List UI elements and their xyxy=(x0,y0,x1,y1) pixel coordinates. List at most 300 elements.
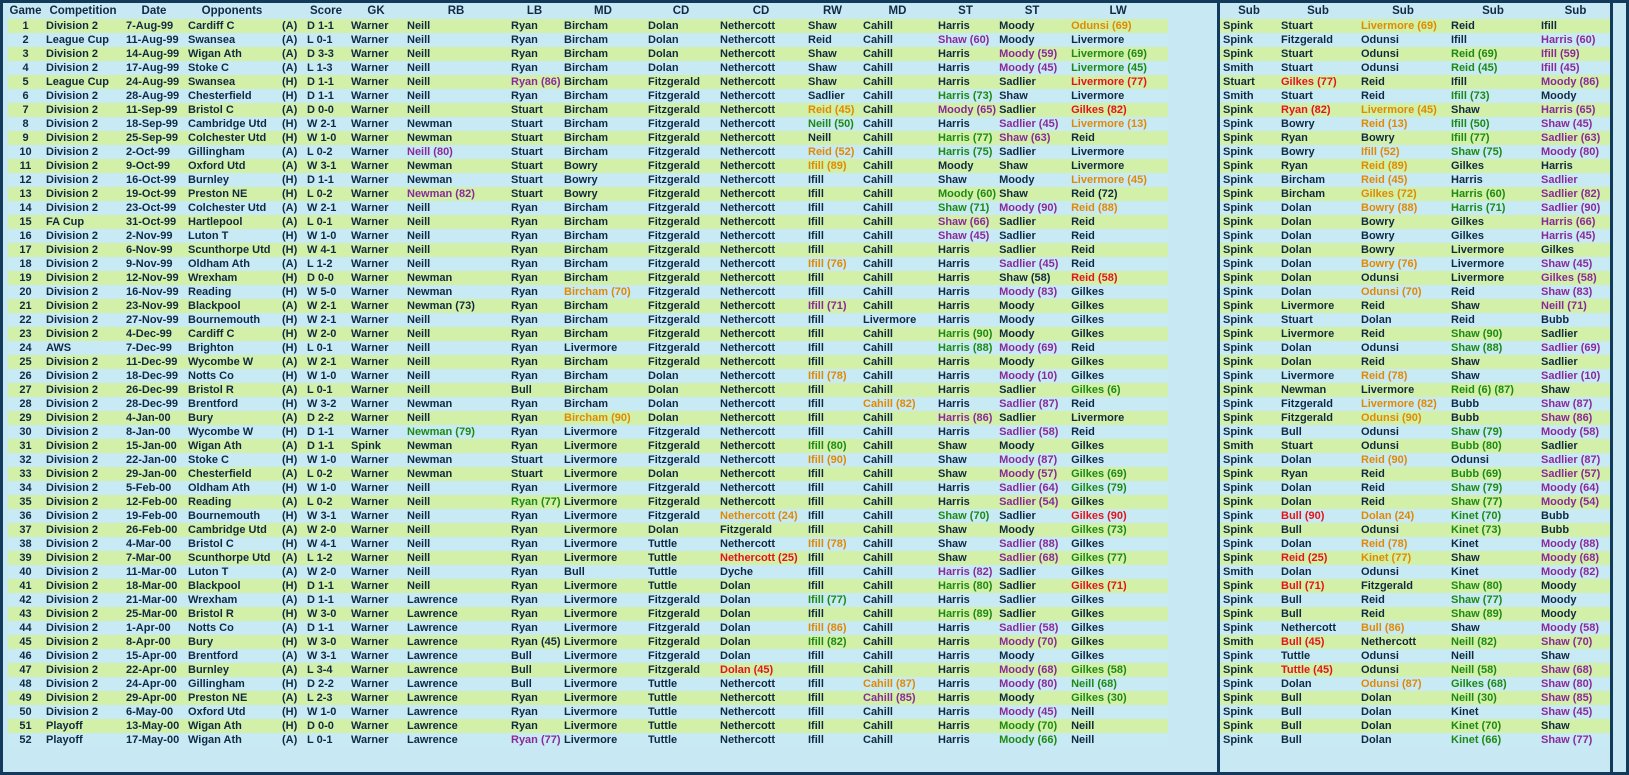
cell-score[interactable]: L 1-2 xyxy=(304,257,348,271)
cell-s2[interactable]: Dolan xyxy=(1278,201,1358,215)
cell-rb[interactable]: Lawrence xyxy=(404,607,508,621)
cell-opp[interactable]: Wrexham xyxy=(185,593,279,607)
cell-g[interactable]: 16 xyxy=(8,229,43,243)
cell-md2[interactable]: Cahill xyxy=(860,509,935,523)
cell-st1[interactable]: Harris xyxy=(935,705,996,719)
cell-cd2[interactable]: Nethercott xyxy=(717,691,805,705)
cell-md[interactable]: Livermore xyxy=(561,691,645,705)
cell-s5[interactable]: Moody (86) xyxy=(1538,75,1613,89)
cell-s5[interactable]: Shaw (77) xyxy=(1538,733,1613,747)
cell-rb[interactable]: Neill xyxy=(404,579,508,593)
cell-st2[interactable]: Sadlier xyxy=(996,229,1068,243)
cell-md[interactable]: Livermore xyxy=(561,635,645,649)
cell-cd2[interactable]: Nethercott xyxy=(717,47,805,61)
cell-date[interactable]: 11-Dec-99 xyxy=(123,355,185,369)
cell-cd2[interactable]: Fitzgerald xyxy=(717,523,805,537)
cell-s4[interactable]: Livermore xyxy=(1448,243,1538,257)
cell-lb[interactable]: Ryan xyxy=(508,537,561,551)
cell-ha[interactable]: (A) xyxy=(279,523,304,537)
cell-g[interactable]: 44 xyxy=(8,621,43,635)
cell-score[interactable]: D 1-1 xyxy=(304,89,348,103)
cell-ha[interactable]: (H) xyxy=(279,369,304,383)
cell-score[interactable]: D 0-0 xyxy=(304,719,348,733)
cell-st2[interactable]: Sadlier xyxy=(996,607,1068,621)
cell-lw[interactable]: Neill xyxy=(1068,719,1168,733)
cell-rb[interactable]: Neill xyxy=(404,355,508,369)
cell-st2[interactable]: Sadlier xyxy=(996,145,1068,159)
cell-md2[interactable]: Cahill xyxy=(860,481,935,495)
cell-g[interactable]: 11 xyxy=(8,159,43,173)
cell-md[interactable]: Livermore xyxy=(561,663,645,677)
cell-gk[interactable]: Warner xyxy=(348,481,404,495)
cell-score[interactable]: W 3-1 xyxy=(304,649,348,663)
cell-lw[interactable]: Livermore (77) xyxy=(1068,75,1168,89)
cell-s2[interactable]: Stuart xyxy=(1278,61,1358,75)
cell-lw[interactable]: Reid xyxy=(1068,257,1168,271)
cell-s2[interactable]: Fitzgerald xyxy=(1278,33,1358,47)
cell-s1[interactable]: Spink xyxy=(1220,215,1278,229)
cell-md2[interactable]: Livermore xyxy=(860,313,935,327)
cell-md[interactable]: Bircham xyxy=(561,257,645,271)
cell-lb[interactable]: Ryan xyxy=(508,621,561,635)
cell-s4[interactable]: Neill (82) xyxy=(1448,635,1538,649)
cell-gk[interactable]: Warner xyxy=(348,243,404,257)
cell-s1[interactable]: Spink xyxy=(1220,733,1278,747)
cell-rw[interactable]: Ifill (71) xyxy=(805,299,860,313)
cell-st1[interactable]: Harris (88) xyxy=(935,341,996,355)
cell-rw[interactable]: Ifill xyxy=(805,187,860,201)
cell-lb[interactable]: Stuart xyxy=(508,117,561,131)
cell-ha[interactable]: (A) xyxy=(279,159,304,173)
cell-st2[interactable]: Moody xyxy=(996,19,1068,33)
cell-s3[interactable]: Dolan (24) xyxy=(1358,509,1448,523)
cell-lb[interactable]: Ryan xyxy=(508,201,561,215)
cell-s1[interactable]: Spink xyxy=(1220,551,1278,565)
cell-cd1[interactable]: Fitzgerald xyxy=(645,425,717,439)
cell-date[interactable]: 4-Dec-99 xyxy=(123,327,185,341)
cell-rb[interactable]: Newman xyxy=(404,159,508,173)
cell-md2[interactable]: Cahill (82) xyxy=(860,397,935,411)
cell-comp[interactable]: Division 2 xyxy=(43,117,123,131)
cell-s2[interactable]: Dolan xyxy=(1278,271,1358,285)
cell-st1[interactable]: Shaw (45) xyxy=(935,229,996,243)
cell-s3[interactable]: Livermore (82) xyxy=(1358,397,1448,411)
cell-st1[interactable]: Harris xyxy=(935,635,996,649)
cell-s3[interactable]: Reid (78) xyxy=(1358,537,1448,551)
cell-rb[interactable]: Neill xyxy=(404,75,508,89)
cell-s4[interactable]: Shaw (79) xyxy=(1448,425,1538,439)
cell-g[interactable]: 51 xyxy=(8,719,43,733)
cell-md2[interactable]: Cahill xyxy=(860,523,935,537)
cell-comp[interactable]: Division 2 xyxy=(43,187,123,201)
cell-ha[interactable]: (H) xyxy=(279,75,304,89)
cell-opp[interactable]: Swansea xyxy=(185,33,279,47)
cell-cd2[interactable]: Nethercott xyxy=(717,355,805,369)
cell-ha[interactable]: (H) xyxy=(279,187,304,201)
cell-s4[interactable]: Neill xyxy=(1448,649,1538,663)
cell-lw[interactable]: Reid xyxy=(1068,131,1168,145)
cell-s5[interactable]: Shaw (87) xyxy=(1538,397,1613,411)
cell-ha[interactable]: (H) xyxy=(279,229,304,243)
cell-cd1[interactable]: Fitzgerald xyxy=(645,327,717,341)
cell-gk[interactable]: Warner xyxy=(348,425,404,439)
cell-rw[interactable]: Ifill xyxy=(805,677,860,691)
cell-opp[interactable]: Reading xyxy=(185,285,279,299)
cell-date[interactable]: 18-Dec-99 xyxy=(123,369,185,383)
cell-rw[interactable]: Reid xyxy=(805,33,860,47)
cell-ha[interactable]: (A) xyxy=(279,103,304,117)
cell-opp[interactable]: Wigan Ath xyxy=(185,733,279,747)
cell-md[interactable]: Bircham xyxy=(561,61,645,75)
cell-lb[interactable]: Stuart xyxy=(508,131,561,145)
cell-s2[interactable]: Dolan xyxy=(1278,257,1358,271)
cell-s4[interactable]: Shaw (77) xyxy=(1448,495,1538,509)
cell-opp[interactable]: Luton T xyxy=(185,565,279,579)
cell-gk[interactable]: Warner xyxy=(348,691,404,705)
cell-md[interactable]: Bircham xyxy=(561,397,645,411)
cell-md[interactable]: Bircham xyxy=(561,19,645,33)
cell-g[interactable]: 24 xyxy=(8,341,43,355)
cell-s4[interactable]: Shaw xyxy=(1448,621,1538,635)
cell-opp[interactable]: Stoke C xyxy=(185,61,279,75)
cell-comp[interactable]: AWS xyxy=(43,341,123,355)
cell-s1[interactable]: Spink xyxy=(1220,117,1278,131)
cell-s1[interactable]: Spink xyxy=(1220,229,1278,243)
cell-rb[interactable]: Neill xyxy=(404,19,508,33)
cell-md2[interactable]: Cahill xyxy=(860,159,935,173)
cell-s5[interactable]: Neill (71) xyxy=(1538,299,1613,313)
cell-md2[interactable]: Cahill xyxy=(860,285,935,299)
cell-comp[interactable]: Division 2 xyxy=(43,159,123,173)
cell-rw[interactable]: Ifill xyxy=(805,649,860,663)
cell-s5[interactable]: Sadlier (10) xyxy=(1538,369,1613,383)
cell-s2[interactable]: Bull xyxy=(1278,719,1358,733)
cell-g[interactable]: 22 xyxy=(8,313,43,327)
cell-gk[interactable]: Warner xyxy=(348,495,404,509)
cell-lw[interactable]: Reid (72) xyxy=(1068,187,1168,201)
cell-gk[interactable]: Warner xyxy=(348,565,404,579)
cell-lw[interactable]: Reid xyxy=(1068,243,1168,257)
cell-rb[interactable]: Lawrence xyxy=(404,635,508,649)
cell-g[interactable]: 19 xyxy=(8,271,43,285)
cell-md[interactable]: Livermore xyxy=(561,509,645,523)
cell-s5[interactable]: Sadlier xyxy=(1538,439,1613,453)
cell-s1[interactable]: Spink xyxy=(1220,453,1278,467)
cell-rw[interactable]: Ifill xyxy=(805,313,860,327)
cell-md2[interactable]: Cahill xyxy=(860,131,935,145)
cell-rw[interactable]: Ifill xyxy=(805,243,860,257)
cell-cd2[interactable]: Nethercott xyxy=(717,705,805,719)
cell-score[interactable]: D 1-1 xyxy=(304,19,348,33)
cell-opp[interactable]: Wigan Ath xyxy=(185,47,279,61)
cell-s4[interactable]: Odunsi xyxy=(1448,453,1538,467)
cell-st1[interactable]: Harris (89) xyxy=(935,607,996,621)
cell-s5[interactable]: Moody xyxy=(1538,593,1613,607)
cell-gk[interactable]: Warner xyxy=(348,285,404,299)
cell-s2[interactable]: Bull xyxy=(1278,523,1358,537)
cell-s1[interactable]: Spink xyxy=(1220,159,1278,173)
cell-s1[interactable]: Spink xyxy=(1220,691,1278,705)
cell-lb[interactable]: Stuart xyxy=(508,159,561,173)
cell-s1[interactable]: Spink xyxy=(1220,677,1278,691)
cell-g[interactable]: 32 xyxy=(8,453,43,467)
cell-lb[interactable]: Ryan xyxy=(508,481,561,495)
cell-lb[interactable]: Ryan xyxy=(508,229,561,243)
cell-st1[interactable]: Harris (82) xyxy=(935,565,996,579)
cell-cd1[interactable]: Tuttle xyxy=(645,537,717,551)
cell-s2[interactable]: Dolan xyxy=(1278,537,1358,551)
cell-rw[interactable]: Ifill (77) xyxy=(805,593,860,607)
cell-ha[interactable]: (H) xyxy=(279,243,304,257)
cell-lb[interactable]: Ryan xyxy=(508,299,561,313)
cell-s3[interactable]: Odunsi xyxy=(1358,649,1448,663)
cell-s4[interactable]: Reid (6) (87) xyxy=(1448,383,1538,397)
cell-rb[interactable]: Neill xyxy=(404,481,508,495)
cell-opp[interactable]: Wrexham xyxy=(185,271,279,285)
cell-date[interactable]: 24-Aug-99 xyxy=(123,75,185,89)
cell-date[interactable]: 18-Mar-00 xyxy=(123,579,185,593)
cell-md[interactable]: Bircham xyxy=(561,383,645,397)
cell-rw[interactable]: Ifill xyxy=(805,719,860,733)
cell-md2[interactable]: Cahill xyxy=(860,649,935,663)
cell-md2[interactable]: Cahill xyxy=(860,439,935,453)
cell-g[interactable]: 12 xyxy=(8,173,43,187)
cell-s1[interactable]: Spink xyxy=(1220,593,1278,607)
cell-s2[interactable]: Stuart xyxy=(1278,313,1358,327)
cell-s3[interactable]: Bowry xyxy=(1358,229,1448,243)
cell-cd1[interactable]: Fitzgerald xyxy=(645,285,717,299)
cell-st2[interactable]: Moody (66) xyxy=(996,733,1068,747)
cell-md2[interactable]: Cahill xyxy=(860,635,935,649)
cell-rw[interactable]: Ifill xyxy=(805,509,860,523)
cell-ha[interactable]: (H) xyxy=(279,271,304,285)
cell-s3[interactable]: Gilkes (72) xyxy=(1358,187,1448,201)
cell-ha[interactable]: (H) xyxy=(279,89,304,103)
cell-s3[interactable]: Odunsi xyxy=(1358,47,1448,61)
cell-cd2[interactable]: Nethercott xyxy=(717,733,805,747)
cell-date[interactable]: 23-Oct-99 xyxy=(123,201,185,215)
cell-s5[interactable]: Shaw (80) xyxy=(1538,677,1613,691)
cell-s3[interactable]: Livermore (69) xyxy=(1358,19,1448,33)
cell-st1[interactable]: Shaw xyxy=(935,523,996,537)
cell-s2[interactable]: Bircham xyxy=(1278,173,1358,187)
cell-lw[interactable]: Livermore (45) xyxy=(1068,173,1168,187)
cell-s3[interactable]: Reid (90) xyxy=(1358,453,1448,467)
cell-gk[interactable]: Warner xyxy=(348,719,404,733)
cell-cd1[interactable]: Fitzgerald xyxy=(645,117,717,131)
cell-md[interactable]: Livermore xyxy=(561,719,645,733)
cell-score[interactable]: W 3-2 xyxy=(304,397,348,411)
cell-md[interactable]: Bircham xyxy=(561,215,645,229)
cell-gk[interactable]: Warner xyxy=(348,341,404,355)
cell-s5[interactable]: Sadlier (87) xyxy=(1538,453,1613,467)
cell-cd1[interactable]: Dolan xyxy=(645,411,717,425)
cell-ha[interactable]: (H) xyxy=(279,705,304,719)
cell-ha[interactable]: (H) xyxy=(279,677,304,691)
cell-md[interactable]: Bircham xyxy=(561,75,645,89)
cell-comp[interactable]: Division 2 xyxy=(43,607,123,621)
cell-comp[interactable]: Division 2 xyxy=(43,19,123,33)
cell-s5[interactable]: Harris (66) xyxy=(1538,215,1613,229)
cell-s2[interactable]: Bowry xyxy=(1278,117,1358,131)
cell-md[interactable]: Bircham xyxy=(561,103,645,117)
cell-lw[interactable]: Odunsi (69) xyxy=(1068,19,1168,33)
cell-rb[interactable]: Neill xyxy=(404,565,508,579)
cell-lw[interactable]: Gilkes (77) xyxy=(1068,551,1168,565)
cell-cd2[interactable]: Nethercott xyxy=(717,677,805,691)
cell-g[interactable]: 52 xyxy=(8,733,43,747)
cell-rw[interactable]: Sadlier xyxy=(805,89,860,103)
cell-gk[interactable]: Warner xyxy=(348,635,404,649)
cell-lw[interactable]: Gilkes xyxy=(1068,299,1168,313)
cell-gk[interactable]: Warner xyxy=(348,89,404,103)
cell-cd2[interactable]: Nethercott xyxy=(717,201,805,215)
cell-rw[interactable]: Ifill (89) xyxy=(805,159,860,173)
cell-s3[interactable]: Odunsi (90) xyxy=(1358,411,1448,425)
cell-rb[interactable]: Neill xyxy=(404,369,508,383)
cell-lw[interactable]: Gilkes (71) xyxy=(1068,579,1168,593)
cell-md2[interactable]: Cahill xyxy=(860,593,935,607)
cell-ha[interactable]: (H) xyxy=(279,313,304,327)
cell-s1[interactable]: Spink xyxy=(1220,369,1278,383)
cell-ha[interactable]: (H) xyxy=(279,341,304,355)
cell-lb[interactable]: Ryan xyxy=(508,341,561,355)
cell-s4[interactable]: Livermore xyxy=(1448,257,1538,271)
cell-gk[interactable]: Warner xyxy=(348,327,404,341)
cell-cd2[interactable]: Dyche xyxy=(717,565,805,579)
cell-st2[interactable]: Sadlier (64) xyxy=(996,481,1068,495)
cell-lb[interactable]: Ryan xyxy=(508,411,561,425)
cell-cd1[interactable]: Fitzgerald xyxy=(645,229,717,243)
cell-lw[interactable]: Gilkes xyxy=(1068,355,1168,369)
cell-s4[interactable]: Shaw xyxy=(1448,355,1538,369)
cell-s1[interactable]: Spink xyxy=(1220,411,1278,425)
cell-st2[interactable]: Sadlier (88) xyxy=(996,537,1068,551)
cell-rw[interactable]: Ifill xyxy=(805,705,860,719)
cell-ha[interactable]: (A) xyxy=(279,383,304,397)
cell-md[interactable]: Livermore xyxy=(561,677,645,691)
cell-lw[interactable]: Gilkes xyxy=(1068,453,1168,467)
cell-lb[interactable]: Ryan xyxy=(508,327,561,341)
cell-rb[interactable]: Neill xyxy=(404,551,508,565)
cell-s1[interactable]: Stuart xyxy=(1220,75,1278,89)
cell-s1[interactable]: Spink xyxy=(1220,607,1278,621)
cell-rw[interactable]: Shaw xyxy=(805,47,860,61)
cell-cd1[interactable]: Tuttle xyxy=(645,691,717,705)
cell-s3[interactable]: Reid xyxy=(1358,327,1448,341)
cell-lw[interactable]: Gilkes (82) xyxy=(1068,103,1168,117)
cell-s3[interactable]: Reid xyxy=(1358,299,1448,313)
cell-date[interactable]: 28-Dec-99 xyxy=(123,397,185,411)
cell-s3[interactable]: Livermore xyxy=(1358,383,1448,397)
cell-cd1[interactable]: Fitzgerald xyxy=(645,635,717,649)
cell-lb[interactable]: Ryan xyxy=(508,593,561,607)
cell-s1[interactable]: Spink xyxy=(1220,299,1278,313)
cell-ha[interactable]: (A) xyxy=(279,33,304,47)
cell-lw[interactable]: Gilkes xyxy=(1068,607,1168,621)
cell-date[interactable]: 8-Apr-00 xyxy=(123,635,185,649)
cell-md2[interactable]: Cahill xyxy=(860,495,935,509)
cell-opp[interactable]: Oxford Utd xyxy=(185,159,279,173)
cell-s1[interactable]: Spink xyxy=(1220,341,1278,355)
cell-st1[interactable]: Harris xyxy=(935,355,996,369)
cell-g[interactable]: 34 xyxy=(8,481,43,495)
cell-comp[interactable]: Division 2 xyxy=(43,481,123,495)
cell-date[interactable]: 7-Dec-99 xyxy=(123,341,185,355)
cell-md[interactable]: Bircham xyxy=(561,299,645,313)
cell-rw[interactable]: Ifill xyxy=(805,607,860,621)
cell-st2[interactable]: Sadlier xyxy=(996,565,1068,579)
cell-cd2[interactable]: Dolan xyxy=(717,579,805,593)
cell-rb[interactable]: Lawrence xyxy=(404,621,508,635)
cell-st1[interactable]: Harris (90) xyxy=(935,327,996,341)
cell-st2[interactable]: Shaw xyxy=(996,89,1068,103)
cell-rw[interactable]: Ifill xyxy=(805,201,860,215)
cell-rb[interactable]: Newman xyxy=(404,453,508,467)
cell-opp[interactable]: Preston NE xyxy=(185,187,279,201)
cell-ha[interactable]: (A) xyxy=(279,299,304,313)
cell-gk[interactable]: Warner xyxy=(348,523,404,537)
cell-s5[interactable]: Bubb xyxy=(1538,523,1613,537)
cell-rb[interactable]: Neill xyxy=(404,411,508,425)
cell-opp[interactable]: Reading xyxy=(185,495,279,509)
cell-rb[interactable]: Neill xyxy=(404,103,508,117)
cell-s2[interactable]: Dolan xyxy=(1278,229,1358,243)
cell-gk[interactable]: Warner xyxy=(348,383,404,397)
cell-s3[interactable]: Odunsi xyxy=(1358,33,1448,47)
cell-date[interactable]: 12-Nov-99 xyxy=(123,271,185,285)
cell-rw[interactable]: Ifill xyxy=(805,285,860,299)
cell-st1[interactable]: Harris xyxy=(935,593,996,607)
cell-s5[interactable]: Gilkes xyxy=(1538,243,1613,257)
cell-g[interactable]: 25 xyxy=(8,355,43,369)
cell-md2[interactable]: Cahill xyxy=(860,537,935,551)
cell-st2[interactable]: Moody xyxy=(996,33,1068,47)
cell-st1[interactable]: Harris xyxy=(935,733,996,747)
cell-s3[interactable]: Reid (13) xyxy=(1358,117,1448,131)
cell-md2[interactable]: Cahill xyxy=(860,579,935,593)
cell-g[interactable]: 31 xyxy=(8,439,43,453)
cell-score[interactable]: D 1-1 xyxy=(304,75,348,89)
cell-comp[interactable]: Division 2 xyxy=(43,621,123,635)
cell-s4[interactable]: Reid xyxy=(1448,285,1538,299)
cell-s4[interactable]: Shaw (80) xyxy=(1448,579,1538,593)
cell-ha[interactable]: (A) xyxy=(279,593,304,607)
cell-comp[interactable]: Division 2 xyxy=(43,47,123,61)
cell-opp[interactable]: Notts Co xyxy=(185,369,279,383)
cell-comp[interactable]: Division 2 xyxy=(43,453,123,467)
cell-st2[interactable]: Moody (70) xyxy=(996,719,1068,733)
cell-g[interactable]: 26 xyxy=(8,369,43,383)
cell-comp[interactable]: Division 2 xyxy=(43,89,123,103)
cell-score[interactable]: W 4-1 xyxy=(304,243,348,257)
cell-s1[interactable]: Spink xyxy=(1220,481,1278,495)
cell-s5[interactable]: Shaw (45) xyxy=(1538,705,1613,719)
cell-s4[interactable]: Kinet (66) xyxy=(1448,733,1538,747)
cell-st1[interactable]: Harris xyxy=(935,257,996,271)
cell-comp[interactable]: Division 2 xyxy=(43,537,123,551)
cell-g[interactable]: 41 xyxy=(8,579,43,593)
cell-st2[interactable]: Moody (68) xyxy=(996,663,1068,677)
cell-ha[interactable]: (A) xyxy=(279,61,304,75)
cell-comp[interactable]: Division 2 xyxy=(43,327,123,341)
cell-md2[interactable]: Cahill xyxy=(860,271,935,285)
cell-s4[interactable]: Livermore xyxy=(1448,271,1538,285)
cell-s3[interactable]: Odunsi xyxy=(1358,663,1448,677)
cell-s2[interactable]: Bull xyxy=(1278,705,1358,719)
cell-s2[interactable]: Dolan xyxy=(1278,215,1358,229)
cell-comp[interactable]: Division 2 xyxy=(43,397,123,411)
